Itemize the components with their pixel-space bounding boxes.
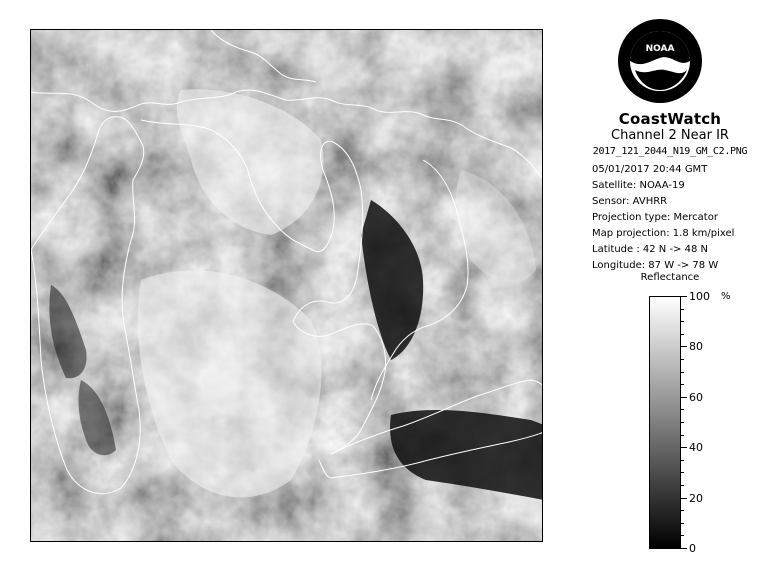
colorbar-tick	[681, 510, 684, 511]
colorbar-tick	[681, 397, 687, 398]
colorbar-tick	[681, 485, 684, 486]
colorbar-tick	[681, 359, 684, 360]
satellite-image	[31, 30, 543, 542]
colorbar-tick	[681, 346, 687, 347]
colorbar-tick	[681, 447, 687, 448]
satellite-label: Satellite: NOAA-19	[592, 180, 685, 191]
colorbar-tick-label: 20	[689, 491, 703, 505]
map-projection-label: Map projection: 1.8 km/pixel	[592, 228, 735, 239]
longitude-label: Longitude: 87 W -> 78 W	[592, 260, 719, 271]
colorbar-tick	[681, 548, 687, 549]
colorbar-tick-label: 80	[689, 340, 703, 354]
colorbar-tick	[681, 409, 684, 410]
latitude-label: Latitude : 42 N -> 48 N	[592, 244, 708, 255]
colorbar-tick	[681, 460, 684, 461]
colorbar-tick	[681, 384, 684, 385]
colorbar-title: Reflectance	[640, 272, 700, 283]
colorbar-tick	[681, 321, 684, 322]
noaa-logo	[617, 18, 703, 104]
colorbar-tick	[681, 523, 684, 524]
colorbar-tick	[681, 535, 684, 536]
colorbar-tick-label: 100	[689, 290, 710, 303]
brand-title: CoastWatch	[618, 110, 722, 128]
colorbar-tick-label: 0	[689, 542, 696, 555]
sensor-label: Sensor: AVHRR	[592, 196, 668, 207]
colorbar-tick	[681, 309, 684, 310]
colorbar-tick	[681, 372, 684, 373]
colorbar-tick-label: 40	[689, 441, 703, 455]
colorbar-tick	[681, 435, 684, 436]
colorbar-tick	[681, 422, 684, 423]
datetime-label: 05/01/2017 20:44 GMT	[592, 164, 708, 175]
filename-label: 2017_121_2044_N19_GM_C2.PNG	[592, 146, 748, 157]
colorbar-unit: %	[721, 291, 731, 302]
colorbar-gradient	[649, 296, 681, 549]
colorbar-tick	[681, 296, 687, 297]
colorbar-tick	[681, 334, 684, 335]
info-panel	[565, 0, 775, 572]
colorbar-tick	[681, 498, 687, 499]
channel-label: Channel 2 Near IR	[611, 128, 729, 143]
colorbar-tick	[681, 472, 684, 473]
logo-wordmark: NOAA	[645, 44, 675, 54]
projection-type-label: Projection type: Mercator	[592, 212, 718, 223]
satellite-map	[30, 29, 543, 542]
colorbar-tick-label: 60	[689, 390, 703, 404]
